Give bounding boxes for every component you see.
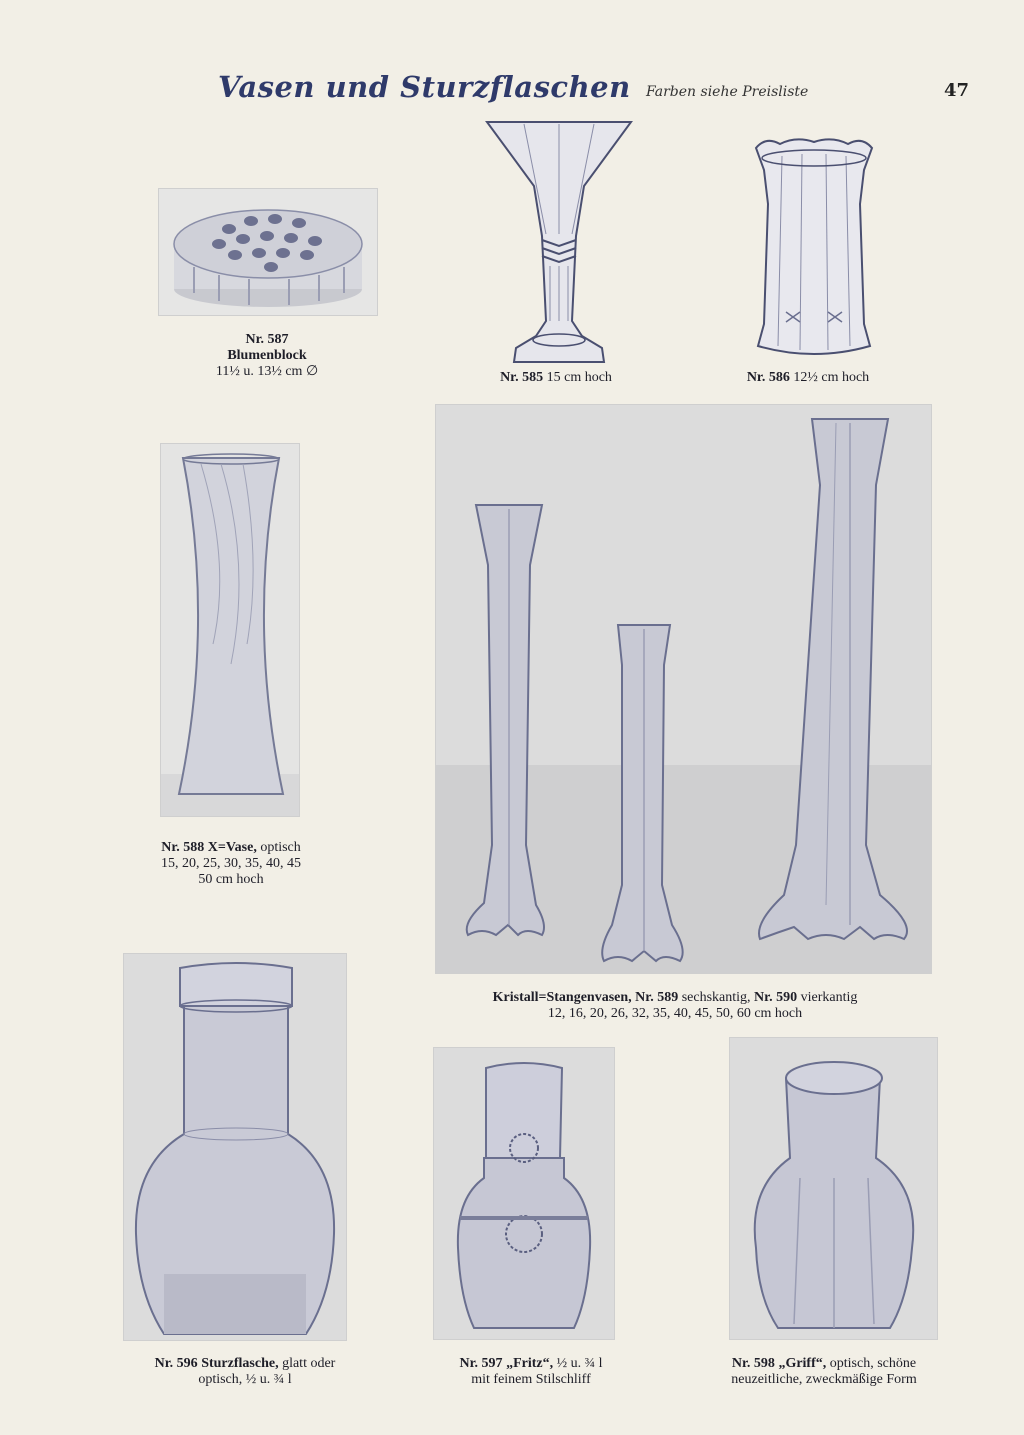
caption-nr589-590: [420, 990, 930, 1022]
item-cut: mit feinem Stilschliff: [471, 1372, 591, 1387]
item-description: neuzeitliche, zweckmäßige Form: [731, 1372, 917, 1387]
item-detail: 11½ u. 13½ cm ∅: [215, 364, 319, 379]
item-detail: 12½ cm hoch: [793, 370, 870, 385]
photo-nr587-flower-block: [158, 188, 378, 316]
item-volume: optisch, ½ u. ¾ l: [198, 1372, 292, 1387]
page-title: Vasen und Sturzflaschen: [218, 70, 631, 104]
item-detail: optisch: [260, 840, 301, 855]
item-number-589: Nr. 589: [635, 990, 679, 1005]
item-detail: optisch, schöne: [829, 1356, 917, 1371]
drawing-nr585-vase: [484, 116, 634, 370]
item-sizes: 12, 16, 20, 26, 32, 35, 40, 45, 50, 60 cm hoch: [547, 1006, 803, 1021]
item-number: Nr. 588: [161, 840, 205, 855]
item-sizes: 15, 20, 25, 30, 35, 40, 45: [161, 856, 301, 871]
caption-nr585: [470, 370, 642, 386]
item-name: „Fritz“,: [506, 1356, 554, 1371]
item-number: Nr. 597: [459, 1356, 503, 1371]
drawing-nr586-vase: [752, 134, 876, 358]
caption-nr586: [718, 370, 898, 386]
item-detail: glatt oder: [282, 1356, 336, 1371]
item-number: Nr. 587: [245, 332, 289, 347]
item-number: Nr. 585: [500, 370, 544, 385]
item-detail: 15 cm hoch: [546, 370, 612, 385]
photo-nr596-carafe: [123, 953, 347, 1341]
caption-nr587: [158, 332, 376, 380]
item-detail: ½ u. ¾ l: [556, 1356, 603, 1371]
item-detail-589: sechskantig,: [681, 990, 751, 1005]
item-name: „Griff“,: [778, 1356, 827, 1371]
photo-nr588-x-vase: [160, 443, 300, 817]
caption-nr588: [120, 840, 342, 888]
caption-nr597: [418, 1356, 644, 1388]
item-height: 50 cm hoch: [198, 872, 264, 887]
page-subtitle: Farben siehe Preisliste: [646, 84, 809, 100]
item-number: Nr. 596: [154, 1356, 198, 1371]
page-number: 47: [944, 80, 970, 101]
photo-nr597-fritz: [433, 1047, 615, 1340]
item-number: Nr. 586: [746, 370, 790, 385]
photo-nr598-griff: [729, 1037, 938, 1340]
item-number-590: Nr. 590: [754, 990, 798, 1005]
item-number: Nr. 598: [731, 1356, 775, 1371]
photo-nr589-590-stem-vases: [435, 404, 932, 974]
caption-nr598: [684, 1356, 964, 1388]
item-name: X=Vase,: [207, 840, 257, 855]
item-name: Kristall=Stangenvasen,: [492, 990, 632, 1005]
item-name: Sturzflasche,: [201, 1356, 279, 1371]
item-name: Blumenblock: [227, 348, 307, 363]
caption-nr596: [100, 1356, 390, 1388]
item-detail-590: vierkantig: [800, 990, 858, 1005]
